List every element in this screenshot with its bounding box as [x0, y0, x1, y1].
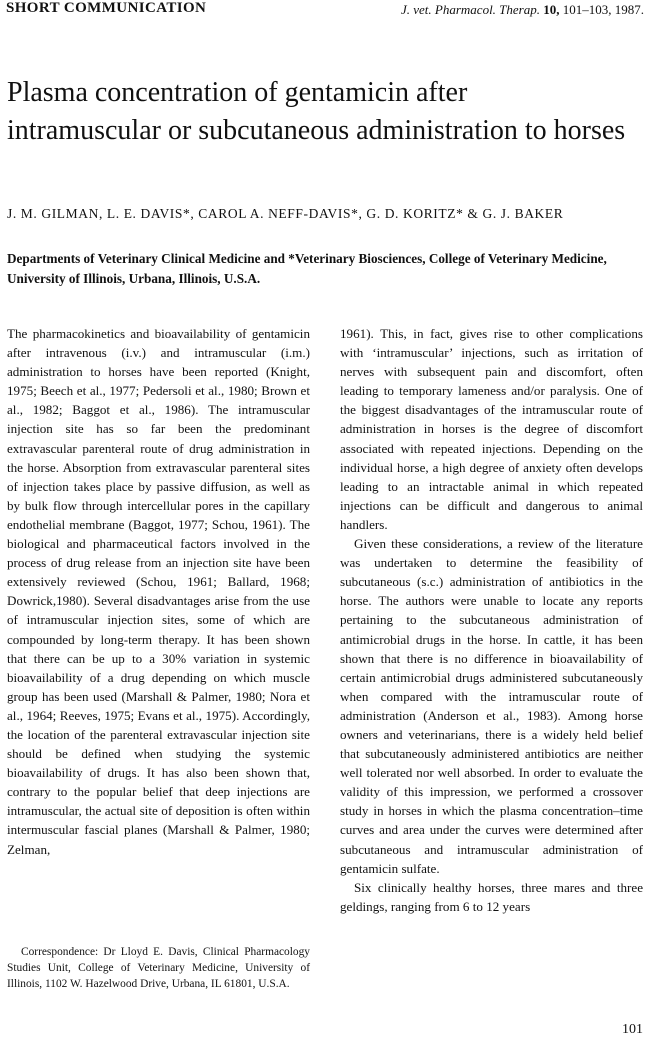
article-title: Plasma concentration of gentamicin after intramuscular or subcutaneous administration to horses — [7, 77, 626, 146]
body-paragraph: Given these considerations, a review of the literature was undertaken to determine the feasibility of subcutaneous (s.c.) administration of antibiotics in the horse. The authors were unable to locate any reports pertaining to the subcutaneous administration of antimicrobial drugs in the horse. In cattle, it has been shown that there is no difference in bioavailability of certain antimicrobial drugs administered subcutaneously when compared with the intramuscular route of administration (Anderson et al., 1983). Among horse owners and veterinarians, there is a widely held belief that subcutaneously administered antibiotics are neither well tolerated nor well absorbed. In order to evaluate the validity of this impression, we performed a crossover study in horses in which the plasma concentration–time curves and area under the curves were determined after subcutaneous and intramuscular administration of gentamicin sulfate. — [340, 536, 643, 876]
body-paragraph: Six clinically healthy horses, three mares and three geldings, ranging from 6 to 12 years — [340, 879, 643, 914]
citation — [401, 2, 644, 18]
left-column — [7, 324, 310, 859]
journal-pages-year: 101–103, 1987. — [562, 2, 644, 17]
section-label: SHORT COMMUNICATION — [6, 0, 207, 16]
correspondence-footnote: Correspondence: Dr Lloyd E. Davis, Clinical Pharmacology Studies Unit, College of Veterinary Medicine, University of Illinois, 1102 W. Hazelwood Drive, Urbana, IL 61801, U.S.A. — [7, 946, 310, 990]
author-list: J. M. GILMAN, L. E. DAVIS*, CAROL A. NEFF-DAVIS*, G. D. KORITZ* & G. J. BAKER — [7, 206, 564, 221]
right-column — [340, 324, 643, 916]
body-paragraph: The pharmacokinetics and bioavailability of gentamicin after intravenous (i.v.) and intramuscular (i.m.) administration to horses have been reported (Knight, 1975; Beech et al., 1977; Pedersoli et al., 1980; Brown et al., 1982; Baggot et al., 1986). The intramuscular injection site has so far been the predominant extravascular parenteral route of drug administration in the horse. Absorption from extravascular parenteral sites of injection takes place by passive diffusion, as well as by bulk flow through intercellular pores in the capillary endothelial membrane (Baggot, 1977; Schou, 1961). The biological and pharmaceutical factors involved in the process of drug release from an injection site have been extensively reviewed (Schou, 1961; Ballard, 1968; Dowrick,1980). Several disadvantages arise from the use of intramuscular injection sites, some of which are compounded by long-term therapy. It has been shown that there can be up to a 30% variation in systemic bioavailability of a drug depending on which muscle group has been used (Marshall & Palmer, 1980; Nora et al., 1964; Reeves, 1975; Evans et al., 1975). Accordingly, the location of the parenteral extravascular injection site should be defined when studying the systemic bioavailability of drugs. It has also been shown that, contrary to the popular belief that deep injections are intramuscular, the actual site of deposition is often within intermuscular fascial planes (Marshall & Palmer, 1980; Zelman, — [7, 326, 310, 857]
journal-name: J. vet. Pharmacol. Therap. — [400, 2, 540, 17]
body-paragraph: 1961). This, in fact, gives rise to other complications with ‘intramuscular’ injections, such as irritation of nerves with subsequent pain and discomfort, often leading to temporary lameness and/or paralysis. One of the biggest disadvantages of the intramuscular route of administration in horses is the degree of discomfort associated with repeated injections. Depending on the individual horse, a high degree of anxiety often develops leading to an intractable animal in which repeated injections can be difficult and dangerous to animal handlers. — [340, 326, 643, 532]
journal-volume: 10, — [543, 2, 560, 17]
page-number: 101 — [622, 1022, 643, 1037]
affiliation: Departments of Veterinary Clinical Medicine and *Veterinary Biosciences, College of Veterinary Medicine, University of Illinois, Urbana, Illinois, U.S.A. — [7, 251, 607, 286]
